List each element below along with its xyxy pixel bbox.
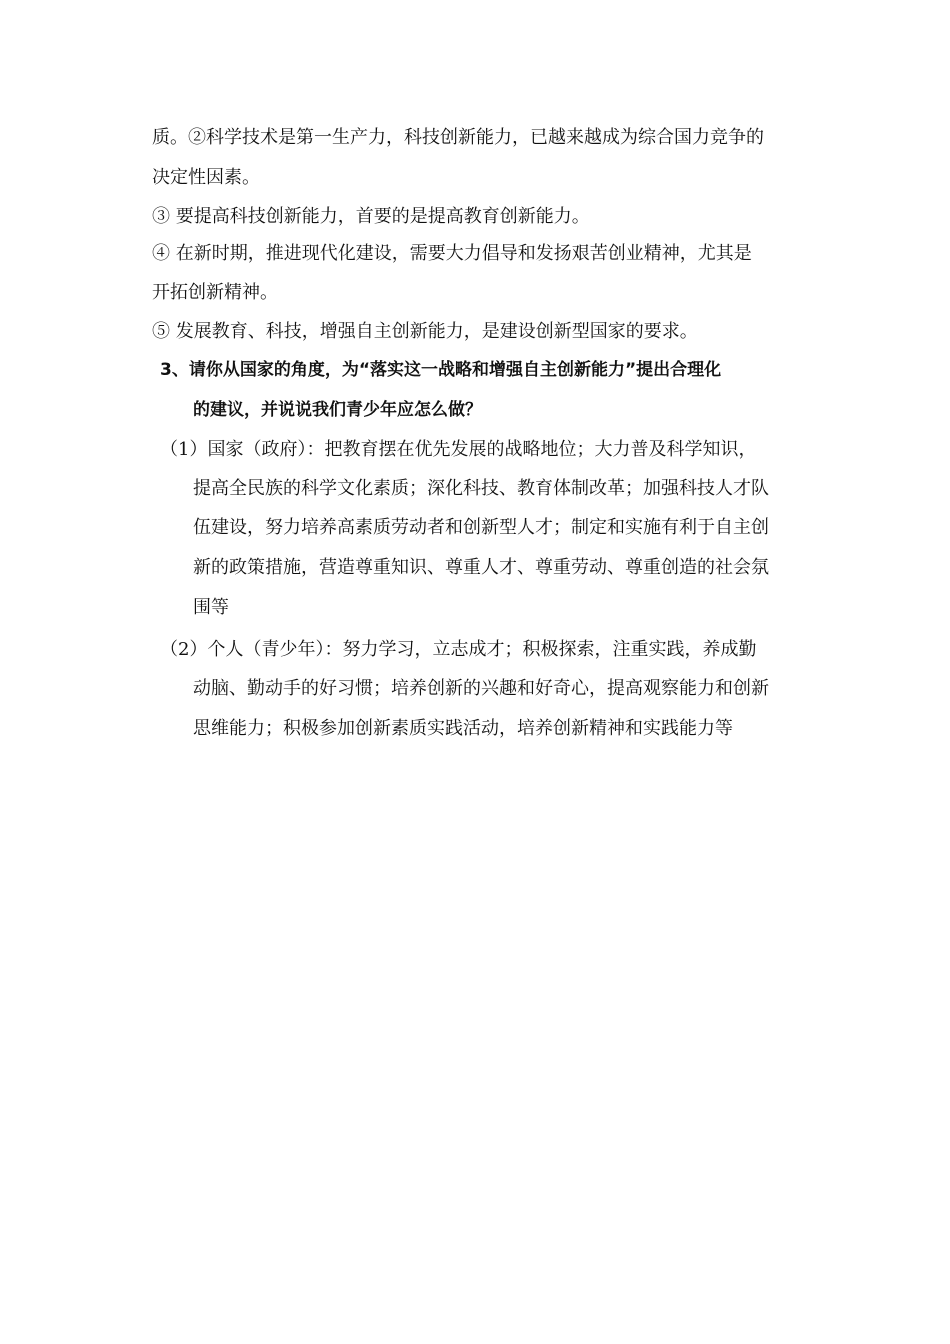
text-line: ③ 要提高科技创新能力，首要的是提高教育创新能力。 [152,206,590,227]
text-line: 质。②科学技术是第一生产力，科技创新能力，已越来越成为综合国力竞争的 [152,127,764,148]
answer-personal-line: 思维能力；积极参加创新素质实践活动，培养创新精神和实践能力等 [193,718,733,739]
question-heading-continued: 的建议，并说说我们青少年应怎么做？ [193,400,482,420]
answer-personal-line: （2）个人（青少年）：努力学习，立志成才；积极探索，注重实践，养成勤 [160,639,757,660]
question-heading: 3、请你从国家的角度，为“落实这一战略和增强自主创新能力”提出合理化 [160,360,722,380]
answer-national-line: （1）国家（政府）：把教育摆在优先发展的战略地位；大力普及科学知识， [160,439,757,460]
text-line: ④ 在新时期，推进现代化建设，需要大力倡导和发扬艰苦创业精神，尤其是 [152,243,752,264]
answer-national-line: 新的政策措施，营造尊重知识、尊重人才、尊重劳动、尊重创造的社会氛 [193,557,769,578]
text-line: ⑤ 发展教育、科技，增强自主创新能力，是建设创新型国家的要求。 [152,321,698,342]
answer-national-line: 伍建设，努力培养高素质劳动者和创新型人才；制定和实施有利于自主创 [193,517,769,538]
answer-personal-line: 动脑、勤动手的好习惯；培养创新的兴趣和好奇心，提高观察能力和创新 [193,678,769,699]
text-line: 开拓创新精神。 [152,282,278,303]
answer-national-line: 围等 [193,597,229,618]
answer-national-line: 提高全民族的科学文化素质；深化科技、教育体制改革；加强科技人才队 [193,478,769,499]
text-line: 决定性因素。 [152,167,260,188]
